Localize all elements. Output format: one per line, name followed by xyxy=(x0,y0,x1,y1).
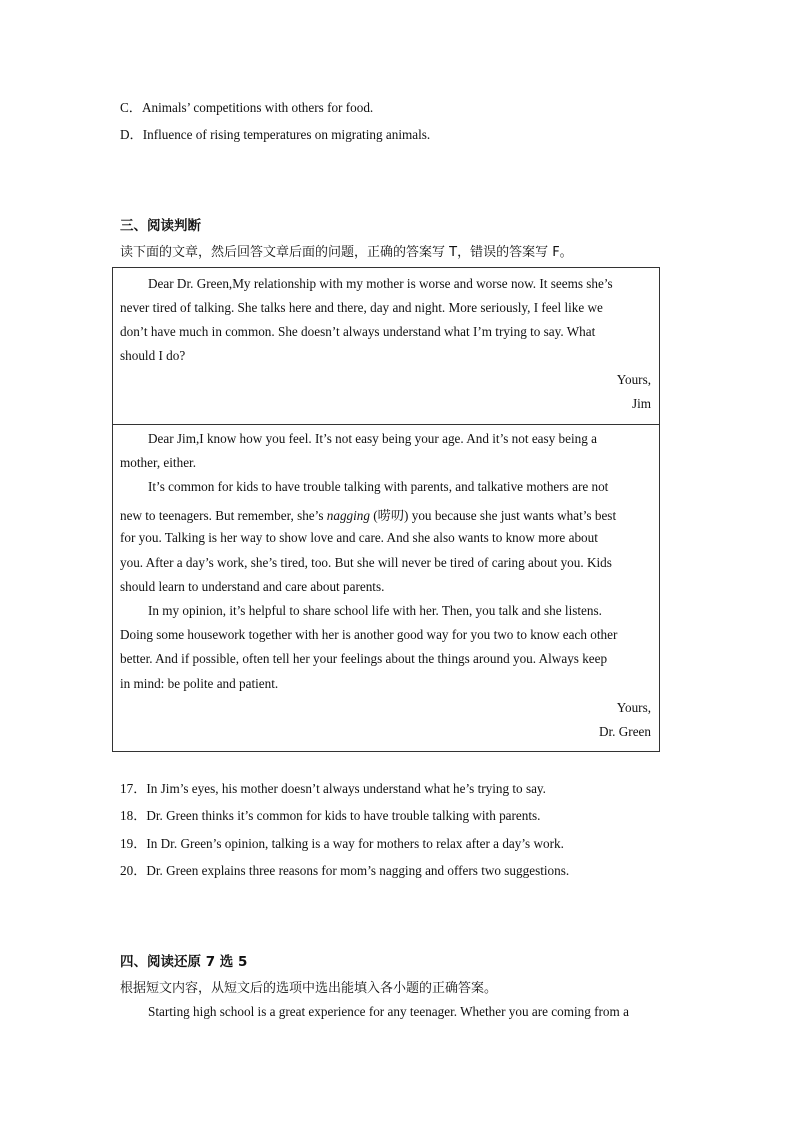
letter2-line: better. And if possible, often tell her your feelings about the things around you. Always keep xyxy=(120,651,608,666)
letter1-signature: Jim xyxy=(631,396,651,411)
letter2-line: It’s common for kids to have trouble talking with parents, and talkative mothers are not xyxy=(148,479,609,494)
letter-drgreen-box xyxy=(112,424,660,752)
section3-title: 三、阅读判断 xyxy=(120,218,201,234)
question-20: 20．Dr. Green explains three reasons for mom’s nagging and offers two suggestions. xyxy=(120,863,570,878)
option-c: C．Animals’ competitions with others for food. xyxy=(120,100,374,115)
nagging-word: nagging xyxy=(326,508,370,523)
letter-jim-box xyxy=(112,267,660,425)
letter1-line: Dear Dr. Green,My relationship with my mother is worse and worse now. It seems she’s xyxy=(148,276,613,291)
section3-instruction: 读下面的文章，然后回答文章后面的问题，正确的答案写 T，错误的答案写 F。 xyxy=(120,245,573,260)
question-18: 18．Dr. Green thinks it’s common for kids to have trouble talking with parents. xyxy=(120,808,541,823)
letter2-text: new to teenagers. But remember, she’s xyxy=(120,508,327,523)
letter2-line: should learn to understand and care about parents. xyxy=(120,579,385,594)
option-d: D．Influence of rising temperatures on migrating animals. xyxy=(120,127,431,142)
letter1-line: never tired of talking. She talks here and there, day and night. More seriously, I feel like we xyxy=(120,300,603,315)
section4-instruction: 根据短文内容，从短文后的选项中选出能填入各小题的正确答案。 xyxy=(120,981,498,996)
letter2-line: Doing some housework together with her is another good way for you two to know each other xyxy=(120,627,618,642)
section4-title: 四、阅读还原 7 选 5 xyxy=(120,954,248,970)
letter1-line: should I do? xyxy=(120,348,186,363)
letter2-line: you. After a day’s work, she’s tired, too. But she will never be tired of caring about you. Kids xyxy=(120,555,612,570)
nagging-gloss: (唠叨) you because she just wants what’s best xyxy=(369,508,617,523)
question-17: 17．In Jim’s eyes, his mother doesn’t always understand what he’s trying to say. xyxy=(120,781,546,796)
letter2-line: Dear Jim,I know how you feel. It’s not easy being your age. And it’s not easy being a xyxy=(148,431,598,446)
letter2-line: in mind: be polite and patient. xyxy=(120,676,279,691)
letter2-line: for you. Talking is her way to show love and care. And she also wants to know more about xyxy=(120,530,598,545)
letter2-line: mother, either. xyxy=(120,455,197,470)
letter2-line-nagging xyxy=(120,505,616,524)
letter2-signature: Dr. Green xyxy=(599,724,651,739)
letter2-closing: Yours, xyxy=(616,700,651,715)
letter1-closing: Yours, xyxy=(616,372,651,387)
question-19: 19．In Dr. Green’s opinion, talking is a way for mothers to relax after a day’s work. xyxy=(120,836,564,851)
letter2-line: In my opinion, it’s helpful to share school life with her. Then, you talk and she listens. xyxy=(148,603,602,618)
section4-first-line: Starting high school is a great experience for any teenager. Whether you are coming from a xyxy=(148,1004,629,1019)
letter1-line: don’t have much in common. She doesn’t always understand what I’m trying to say. What xyxy=(120,324,596,339)
